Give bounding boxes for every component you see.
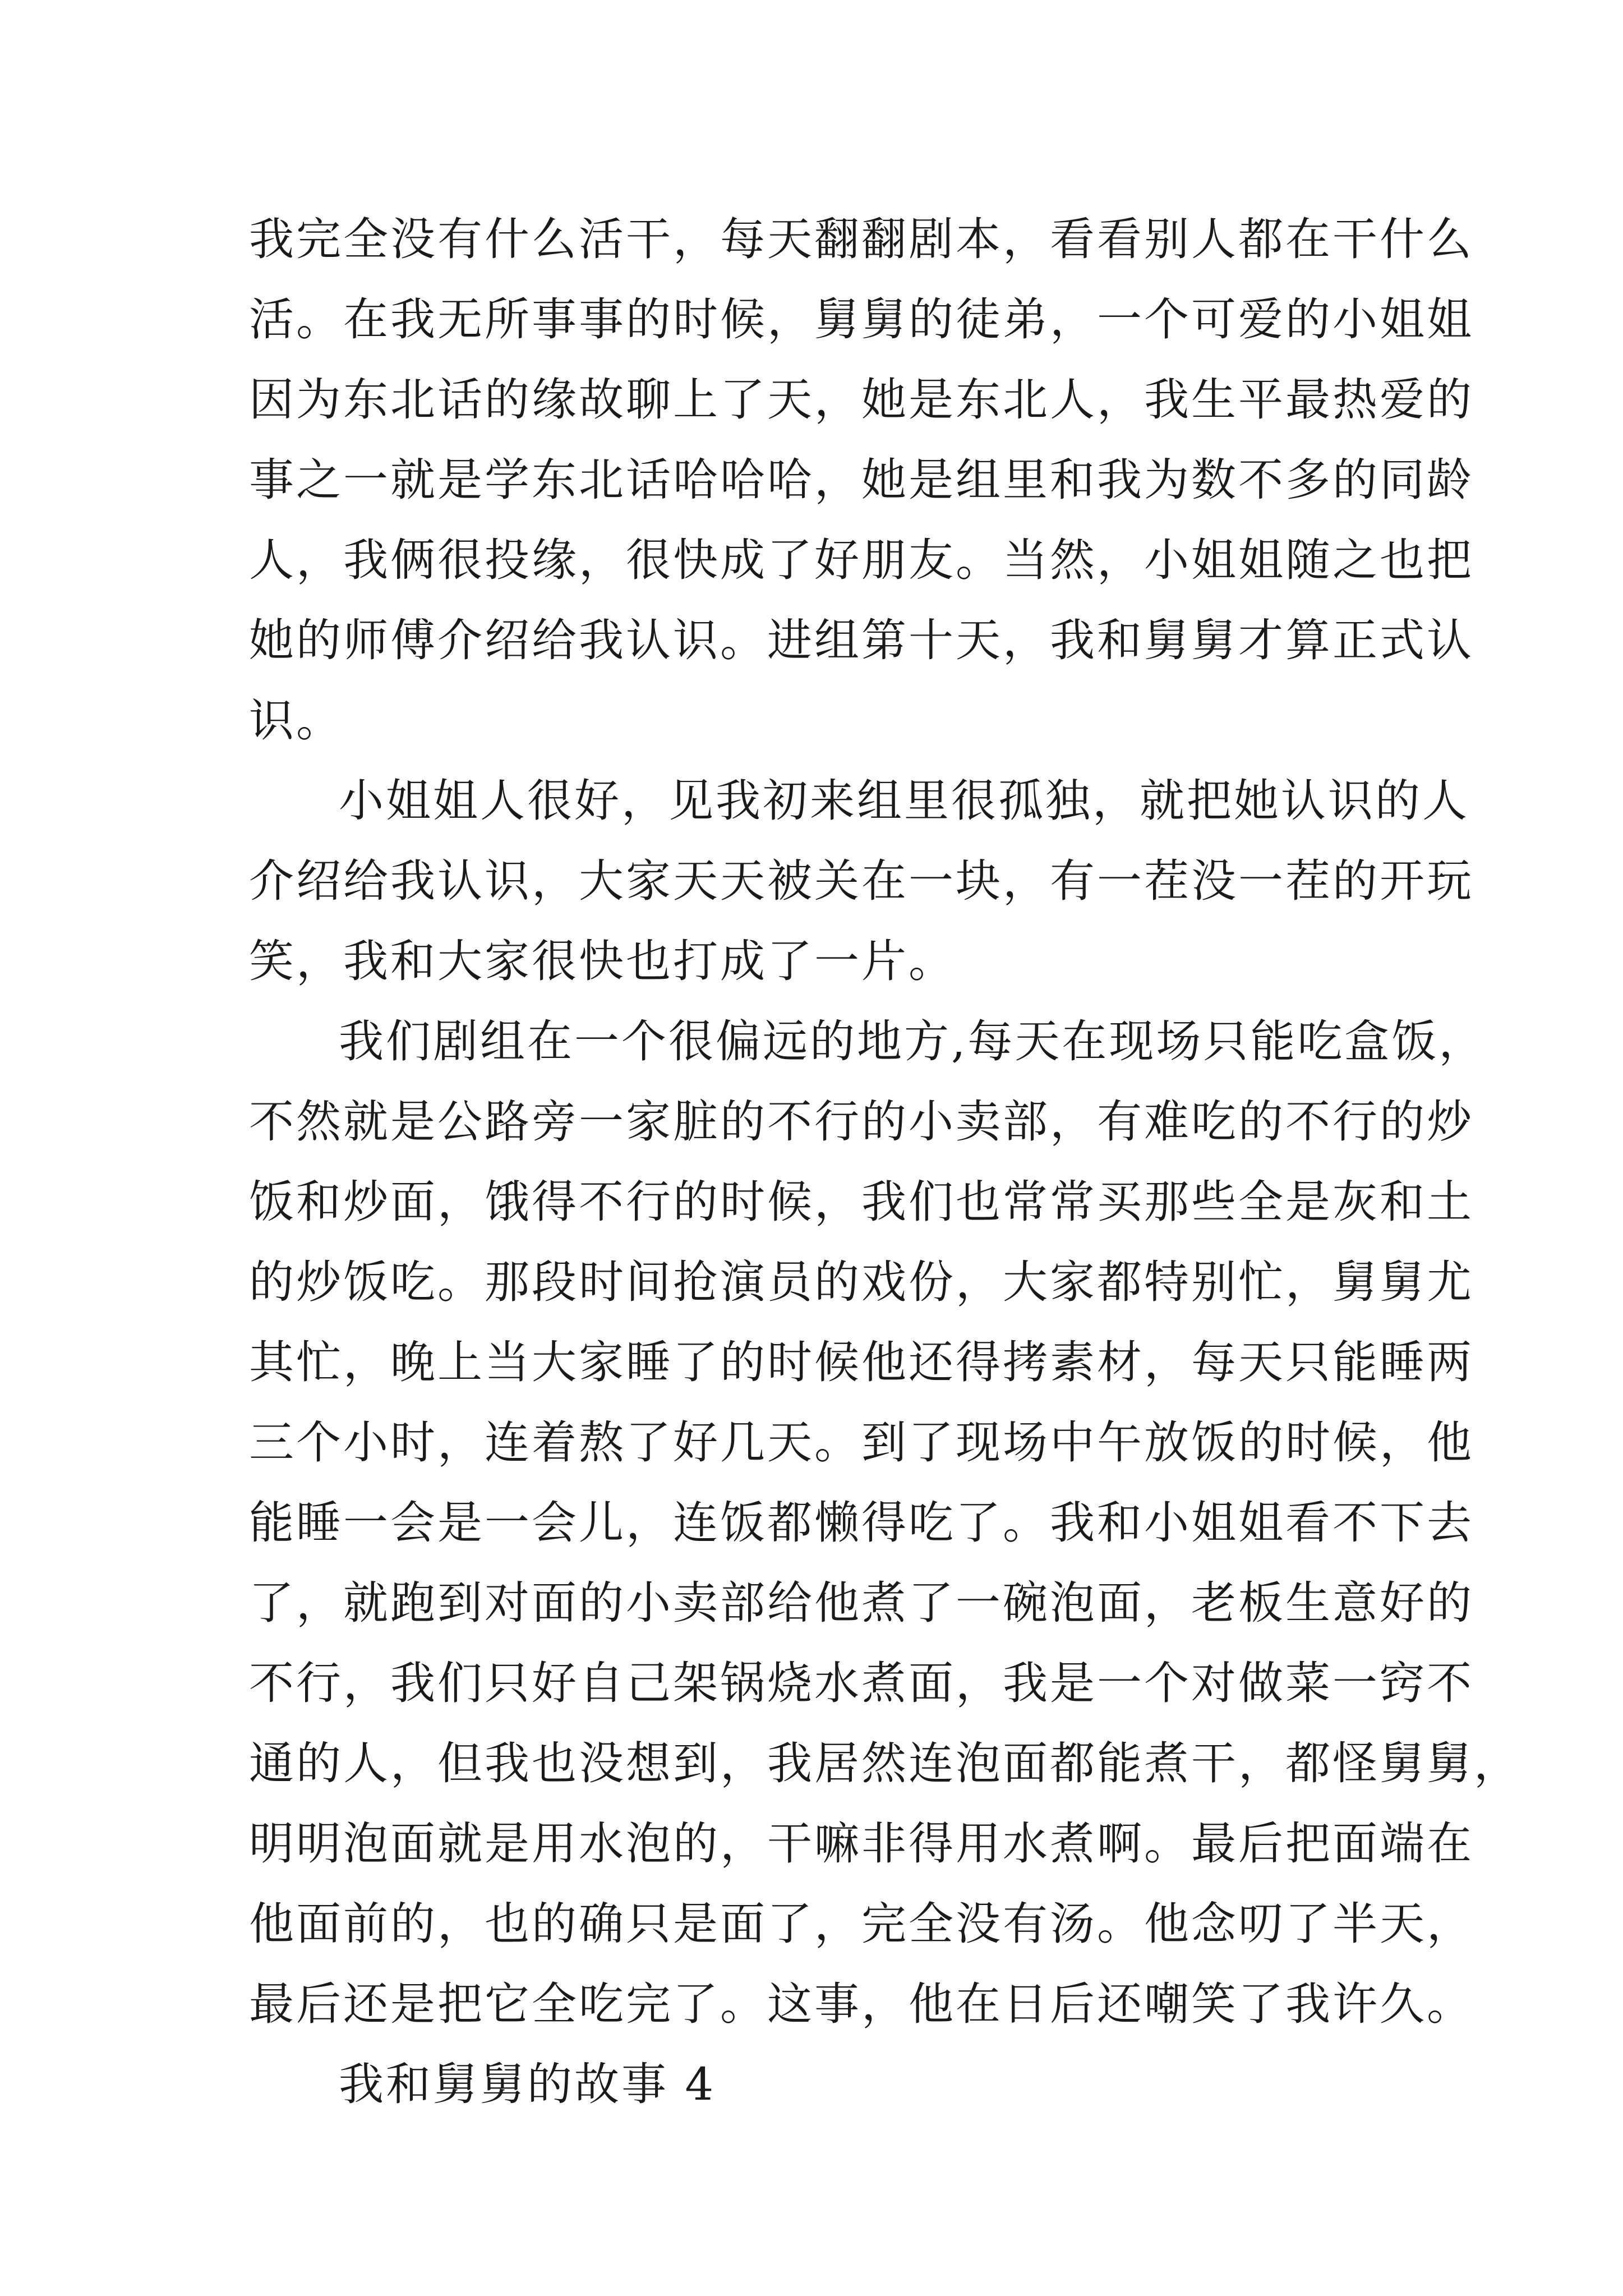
text-line: 不然就是公路旁一家脏的不行的小卖部，有难吃的不行的炒 <box>249 1096 1474 1148</box>
text-line: 小姐姐人很好，见我初来组里很孤独，就把她认识的人 <box>339 775 1469 827</box>
document-body <box>249 199 1521 2124</box>
paragraph-1 <box>249 199 1474 761</box>
text-line: 她的师傅介绍给我认识。进组第十天，我和舅舅才算正式认 <box>249 614 1474 666</box>
text-line: 我完全没有什么活干，每天翻翻剧本，看看别人都在干什么 <box>249 213 1474 265</box>
text-line: 介绍给我认识，大家天天被关在一块，有一茬没一茬的开玩 <box>249 855 1474 907</box>
text-line: 因为东北话的缘故聊上了天，她是东北人，我生平最热爱的 <box>249 374 1474 426</box>
paragraph-2 <box>249 761 1474 1001</box>
text-line: 不行，我们只好自己架锅烧水煮面，我是一个对做菜一窍不 <box>249 1657 1474 1709</box>
text-line: 能睡一会是一会儿，连饭都懒得吃了。我和小姐姐看不下去 <box>249 1497 1474 1549</box>
section-heading: 我和舅舅的故事 4 <box>339 2058 716 2110</box>
text-line: 饭和炒面，饿得不行的时候，我们也常常买那些全是灰和土 <box>249 1176 1474 1228</box>
text-line: 事之一就是学东北话哈哈哈，她是组里和我为数不多的同龄 <box>249 454 1474 506</box>
text-line: 我们剧组在一个很偏远的地方,每天在现场只能吃盒饭， <box>339 1015 1486 1068</box>
text-line: 活。在我无所事事的时候，舅舅的徒弟，一个可爱的小姐姐 <box>249 293 1474 346</box>
text-line: 的炒饭吃。那段时间抢演员的戏份，大家都特别忙，舅舅尤 <box>249 1256 1474 1308</box>
paragraph-3 <box>249 1001 1521 2044</box>
text-line: 他面前的，也的确只是面了，完全没有汤。他念叨了半天， <box>249 1898 1474 1950</box>
text-line: 笑，我和大家很快也打成了一片。 <box>249 935 956 987</box>
text-line: 三个小时，连着熬了好几天。到了现场中午放饭的时候，他 <box>249 1416 1474 1469</box>
text-line: 其忙，晚上当大家睡了的时候他还得拷素材，每天只能睡两 <box>249 1336 1474 1388</box>
text-line: 识。 <box>249 694 343 747</box>
text-line: 了，就跑到对面的小卖部给他煮了一碗泡面，老板生意好的 <box>249 1577 1474 1629</box>
text-line: 最后还是把它全吃完了。这事，他在日后还嘲笑了我许久。 <box>249 1978 1474 2030</box>
text-line: 明明泡面就是用水泡的，干嘛非得用水煮啊。最后把面端在 <box>249 1818 1474 1870</box>
text-line: 通的人，但我也没想到，我居然连泡面都能煮干，都怪舅舅， <box>249 1737 1521 1789</box>
text-line: 人，我俩很投缘，很快成了好朋友。当然，小姐姐随之也把 <box>249 534 1474 586</box>
